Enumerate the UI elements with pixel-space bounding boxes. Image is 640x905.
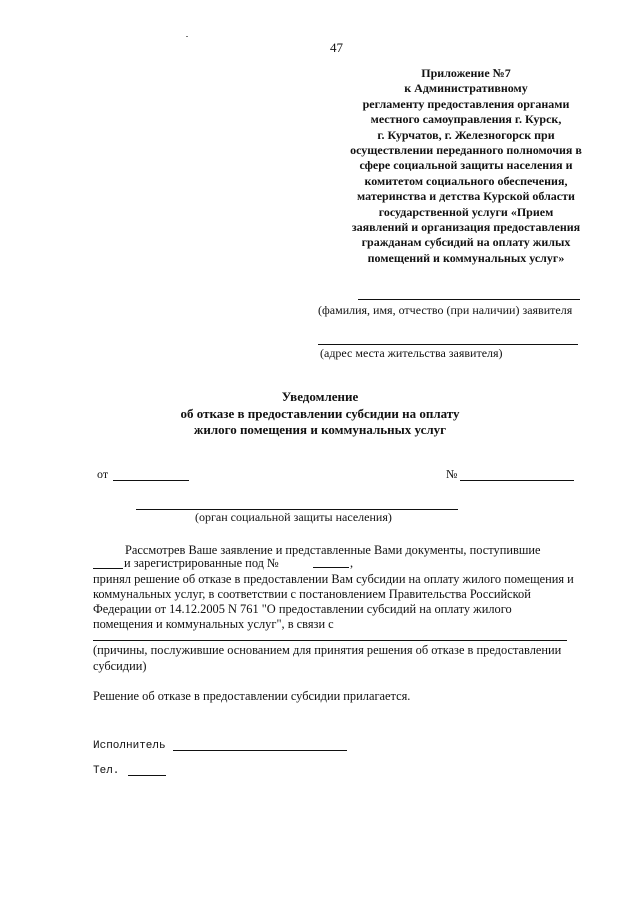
body-line: коммунальных услуг, в соответствии с постановлением Правительства Российской (93, 587, 531, 601)
applicant-address-caption: (адрес места жительства заявителя) (320, 346, 503, 360)
reason-field[interactable] (93, 640, 567, 641)
phone-field[interactable] (128, 775, 166, 776)
appendix-header (338, 66, 594, 266)
number-label: № (446, 467, 458, 481)
appendix-line: заявлений и организация предоставления (351, 220, 581, 235)
appendix-line: гражданам субсидий на оплату жилых (361, 235, 571, 250)
organ-caption: (орган социальной защиты населения) (195, 510, 392, 524)
decision-statement: Решение об отказе в предоставлении субсидии прилагается. (93, 689, 411, 703)
applicant-name-field[interactable] (358, 299, 580, 300)
reason-caption: субсидии) (93, 659, 147, 673)
applicant-address-field[interactable] (318, 344, 578, 345)
body-line: и зарегистрированные под № (124, 556, 279, 570)
appendix-line: государственной услуги «Прием (378, 204, 554, 219)
phone-label: Тел. (93, 765, 120, 777)
title-line: об отказе в предоставлении субсидии на оплату (180, 405, 460, 421)
executor-field[interactable] (173, 750, 347, 751)
reason-caption: (причины, послужившие основанием для принятия решения об отказе в предоставлении (93, 643, 562, 657)
executor-label: Исполнитель (93, 740, 166, 752)
appendix-line: Приложение №7 (421, 66, 511, 80)
title-line: жилого помещения и коммунальных услуг (193, 422, 447, 437)
appendix-line: сфере социальной защиты населения и (359, 158, 573, 173)
applicant-name-caption: (фамилия, имя, отчество (при наличии) заявителя (318, 303, 573, 317)
appendix-line: к Административному (404, 81, 528, 96)
body-line: принял решение об отказе в предоставлении Вам субсидии на оплату жилого помещения и (93, 572, 574, 586)
body-line: , (350, 556, 354, 570)
date-label: от (97, 467, 109, 481)
body-line: Рассмотрев Ваше заявление и представленные Вами документы, поступившие (125, 543, 541, 557)
appendix-line: помещений и коммунальных услуг» (367, 250, 565, 265)
date-field[interactable] (113, 480, 189, 481)
appendix-line: осуществлении переданного полномочия в (350, 143, 582, 158)
number-field[interactable] (460, 480, 574, 481)
appendix-line: комитетом социального обеспечения, (364, 173, 568, 188)
appendix-line: местного самоуправления г. Курск, (370, 112, 562, 127)
appendix-line: материнства и детства Курской области (357, 189, 575, 204)
scan-dot (186, 36, 188, 37)
notice-title (170, 389, 470, 439)
body-line: Федерации от 14.12.2005 N 761 "О предоставлении субсидий на оплату жилого (93, 602, 512, 616)
title-line: Уведомление (281, 389, 359, 404)
body-line: помещения и коммунальных услуг", в связи с (93, 617, 334, 631)
appendix-line: г. Курчатов, г. Железногорск при (377, 127, 555, 142)
page-number: 47 (330, 40, 343, 55)
registration-number-field[interactable] (313, 567, 349, 568)
received-date-field[interactable] (93, 568, 123, 569)
appendix-line: регламенту предоставления органами (362, 96, 570, 111)
